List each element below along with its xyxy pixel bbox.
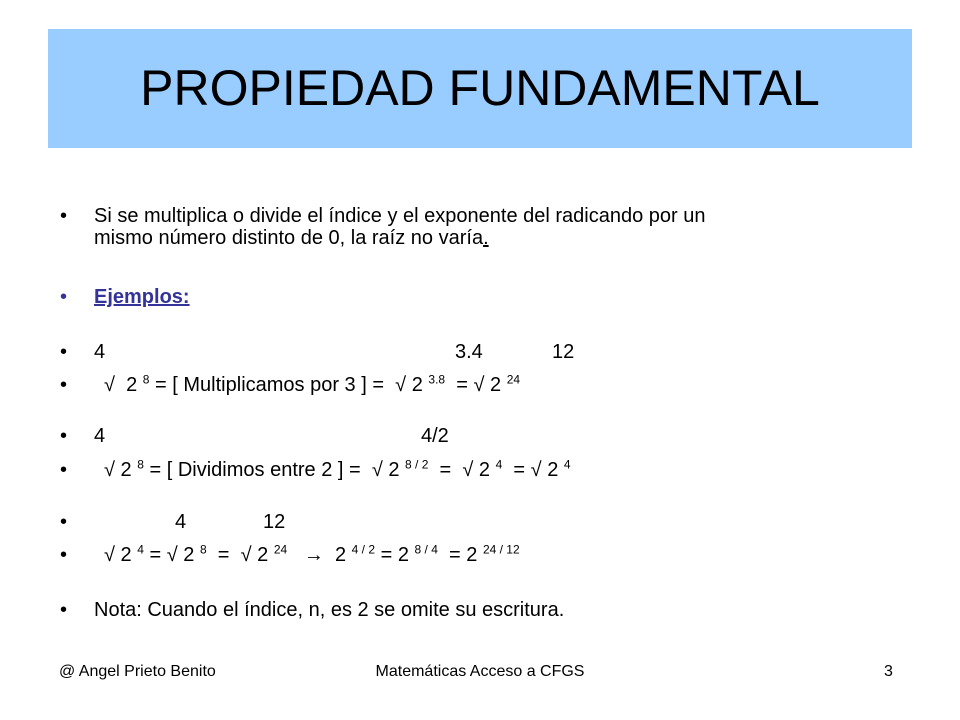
slide-title: PROPIEDAD FUNDAMENTAL [140,60,820,116]
footer-course: Matemáticas Acceso a CFGS [375,663,585,680]
radical-icon: √ [166,544,178,566]
note-text: Nota: Cuando el índice, n, es 2 se omite su escritura. [94,599,565,621]
footer-page-number: 3 [884,663,893,680]
examples-link[interactable]: Ejemplos: [94,286,190,308]
radical-icon: √ [104,544,115,566]
bullet: • [60,544,68,566]
radical-icon: √ [530,459,542,481]
radical-icon: √ [473,374,485,396]
bullet: • [60,205,68,227]
bullet: • [60,425,68,447]
bullet: • [60,374,68,396]
ex1-index-right: 12 [552,341,575,363]
bullet: • [60,511,68,533]
intro-end: . [483,227,489,249]
radical-icon: √ [240,544,252,566]
bullet: • [60,459,68,481]
radical-icon: √ [371,459,383,481]
ex2-index-left: 4 [94,425,106,447]
radical-icon: √ [104,459,115,481]
ex3-index-mid: 12 [263,511,286,533]
ex1-index-mid: 3.4 [455,341,483,363]
arrow-icon: → [303,544,324,566]
ex1-index-left: 4 [94,341,106,363]
intro-line-1: Si se multiplica o divide el índice y el exponente del radicando por un [94,205,706,227]
ex3-index-left: 4 [175,511,187,533]
bullet: • [60,286,68,308]
ex2-formula: √ 2 $^8$ = [ Dividimos entre 2 ] = √ 2 $^{8 / 2}$ = √ 2 $^4$ = √ 2 $^4$ [104,457,571,481]
ex2-index-mid: 4/2 [421,425,449,447]
intro-line-2: mismo número distinto de 0, la raíz no varía [94,227,484,249]
radical-icon: √ [395,374,407,396]
bullet: • [60,599,68,621]
radical-icon: √ [104,374,115,396]
radical-icon: √ [462,459,474,481]
ex1-formula: √ 2 $^8$ = [ Multiplicamos por 3 ] = √ 2 $^{3.8}$ = √ 2 $^{24}$ [104,372,521,396]
footer-author: @ Angel Prieto Benito [59,663,216,680]
bullet: • [60,341,68,363]
ex3-formula: √ 2 $^4$ = √ 2 $^8$ = √ 2 $^{24}$ → 2 $^{4 / 2}$ = 2 $^{8 / 4}$ = 2 $^{24 / 12}$ [104,542,520,566]
